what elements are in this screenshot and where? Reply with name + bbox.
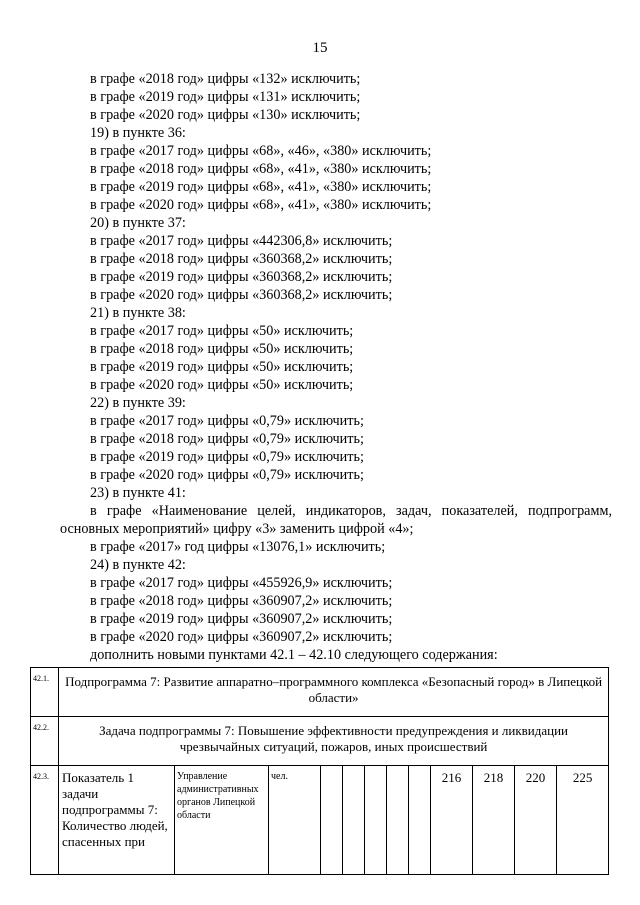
text-line: в графе «2019 год» цифры «50» исключить; bbox=[90, 359, 354, 375]
value-cell: 220 bbox=[515, 766, 557, 875]
text-line: 22) в пункте 39: bbox=[90, 395, 186, 411]
text-line: в графе «2020 год» цифры «360368,2» исключить; bbox=[90, 287, 393, 303]
text-line: в графе «2017 год» цифры «455926,9» исключить; bbox=[90, 575, 393, 591]
text-line: в графе «2017 год» цифры «50» исключить; bbox=[90, 323, 354, 339]
row-number: 42.2. bbox=[31, 717, 59, 766]
text-line: в графе «2020 год» цифры «68», «41», «380» исключить; bbox=[90, 197, 432, 213]
text-line: в графе «2019 год» цифры «360907,2» исключить; bbox=[90, 611, 393, 627]
value-cell bbox=[387, 766, 409, 875]
text-line: 23) в пункте 41: bbox=[90, 485, 186, 501]
text-line: в графе «2020 год» цифры «360907,2» исключить; bbox=[90, 629, 393, 645]
document-body bbox=[60, 70, 612, 664]
table-row bbox=[31, 766, 609, 875]
text-paragraph: в графе «Наименование целей, индикаторов, задач, показателей, подпрограмм, основных мероприятий» цифру «3» заменить цифрой «4»; bbox=[60, 503, 612, 537]
table-row bbox=[31, 668, 609, 717]
text-line: дополнить новыми пунктами 42.1 – 42.10 следующего содержания: bbox=[90, 647, 498, 663]
unit-cell: чел. bbox=[269, 766, 321, 875]
text-line: в графе «2020 год» цифры «0,79» исключить; bbox=[90, 467, 364, 483]
value-cell bbox=[321, 766, 343, 875]
text-line: 19) в пункте 36: bbox=[90, 125, 186, 141]
table-row bbox=[31, 717, 609, 766]
text-line: в графе «2019 год» цифры «131» исключить; bbox=[90, 89, 361, 105]
text-line: в графе «2018 год» цифры «132» исключить; bbox=[90, 71, 361, 87]
text-line: в графе «2017 год» цифры «0,79» исключить; bbox=[90, 413, 364, 429]
text-line: в графе «2018 год» цифры «360368,2» исключить; bbox=[90, 251, 393, 267]
text-line: в графе «2017 год» цифры «68», «46», «380» исключить; bbox=[90, 143, 432, 159]
value-cell: 218 bbox=[473, 766, 515, 875]
subprogram-title: Подпрограмма 7: Развитие аппаратно–программного комплекса «Безопасный город» в Липецкой области» bbox=[59, 668, 609, 717]
text-line: в графе «2018 год» цифры «68», «41», «380» исключить; bbox=[90, 161, 432, 177]
text-line: 21) в пункте 38: bbox=[90, 305, 186, 321]
text-line: в графе «2020 год» цифры «130» исключить; bbox=[90, 107, 361, 123]
value-cell: 216 bbox=[431, 766, 473, 875]
value-cell bbox=[365, 766, 387, 875]
executor-name: Управление административных органов Липецкой области bbox=[175, 766, 269, 875]
row-number: 42.1. bbox=[31, 668, 59, 717]
text-line: в графе «2017» год цифры «13076,1» исключить; bbox=[90, 539, 386, 555]
indicator-name: Показатель 1 задачи подпрограммы 7: Количество людей, спасенных при bbox=[59, 766, 175, 875]
text-line: в графе «2019 год» цифры «0,79» исключить; bbox=[90, 449, 364, 465]
amendment-table bbox=[30, 667, 609, 875]
text-line: в графе «2018 год» цифры «0,79» исключить; bbox=[90, 431, 364, 447]
value-cell bbox=[409, 766, 431, 875]
text-line: в графе «2017 год» цифры «442306,8» исключить; bbox=[90, 233, 393, 249]
row-number: 42.3. bbox=[31, 766, 59, 875]
text-line: в графе «2019 год» цифры «360368,2» исключить; bbox=[90, 269, 393, 285]
text-line: в графе «2018 год» цифры «50» исключить; bbox=[90, 341, 354, 357]
text-line: 20) в пункте 37: bbox=[90, 215, 186, 231]
text-line: 24) в пункте 42: bbox=[90, 557, 186, 573]
text-line: в графе «2019 год» цифры «68», «41», «380» исключить; bbox=[90, 179, 432, 195]
value-cell bbox=[343, 766, 365, 875]
value-cell: 225 bbox=[557, 766, 609, 875]
task-title: Задача подпрограммы 7: Повышение эффективности предупреждения и ликвидации чрезвычайных ситуаций, пожаров, иных происшествий bbox=[59, 717, 609, 766]
text-line: в графе «2018 год» цифры «360907,2» исключить; bbox=[90, 593, 393, 609]
page-number: 15 bbox=[312, 40, 328, 56]
text-line: в графе «2020 год» цифры «50» исключить; bbox=[90, 377, 354, 393]
